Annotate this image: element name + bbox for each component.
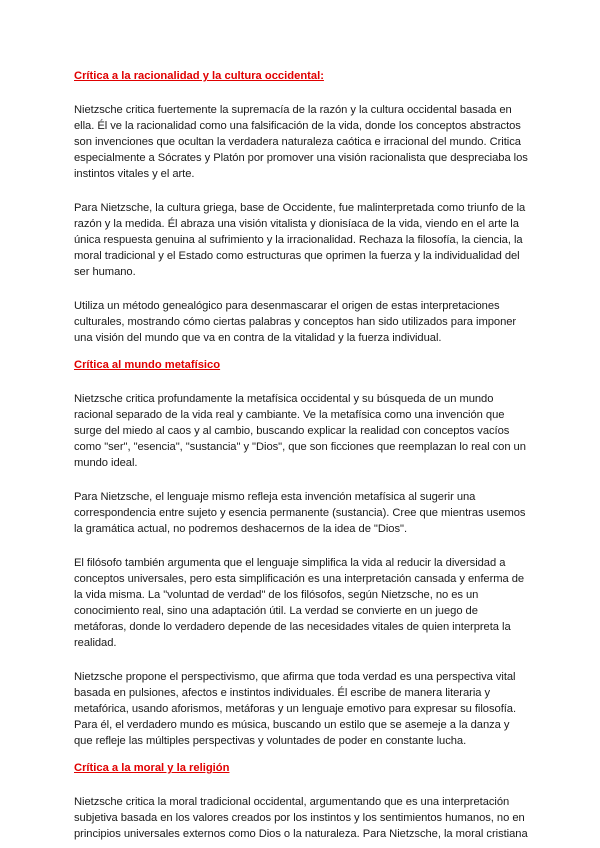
section-heading-metafisico: Crítica al mundo metafísico [74,359,221,371]
paragraph: Nietzsche critica fuertemente la supremacía de la razón y la cultura occidental basada en ella. Él ve la racionalidad como una falsificación de la vida, donde los conceptos abstractos son invenciones que ocultan la verdadera naturaleza caótica e irracional del mundo. Critica especialmente a Sócrates y Platón por promover una visión racionalista que despreciaba los instintos vitales y el arte. [74,104,528,180]
paragraph: Utiliza un método genealógico para desenmascarar el origen de estas interpretaciones culturales, mostrando cómo ciertas palabras y conceptos han sido utilizados para imponer una visión del mundo que va en contra de la vitalidad y la fuerza individual. [74,300,517,344]
paragraph: Para Nietzsche, la cultura griega, base de Occidente, fue malinterpretada como triunfo de la razón y la medida. Él abraza una visión vitalista y dionisíaca de la vida, viendo en el arte la única respuesta genuina al sufrimiento y la irracionalidad. Rechaza la filosofía, la ciencia, la moral tradicional y el Estado como estructuras que oprimen la fuerza y la individualidad del ser humano. [74,202,526,278]
section-heading-moral: Crítica a la moral y la religión [74,762,230,774]
paragraph: Nietzsche critica profundamente la metafísica occidental y su búsqueda de un mundo racional separado de la vida real y cambiante. Ve la metafísica como una invención que surge del miedo al caos y al cambio, buscando explicar la realidad con conceptos vacíos como "ser", "esencia", "sustancia" y "Dios", que son ficciones que reemplazan lo real con un mundo ideal. [74,393,526,469]
document-page [74,68,530,842]
section-heading-racionalidad: Crítica a la racionalidad y la cultura occidental: [74,70,324,82]
paragraph: Para Nietzsche, el lenguaje mismo refleja esta invención metafísica al sugerir una correspondencia entre sujeto y esencia permanente (sustancia). Cree que mientras usemos la gramática actual, no podremos deshacernos de la idea de "Dios". [74,491,526,535]
paragraph: El filósofo también argumenta que el lenguaje simplifica la vida al reducir la diversidad a conceptos universales, pero esta simplificación es una interpretación cansada y enferma de la vida misma. La "voluntad de verdad" de los filósofos, según Nietzsche, no es un conocimiento real, sino una adaptación útil. La verdad se convierte en un juego de metáforas, donde lo verdadero depende de las necesidades vitales de quien interpreta la realidad. [74,557,525,649]
paragraph: Nietzsche propone el perspectivismo, que afirma que toda verdad es una perspectiva vital basada en pulsiones, afectos e instintos individuales. Él escribe de manera literaria y metafórica, usando aforismos, metáforas y un lenguaje emotivo para expresar su filosofía. Para él, el verdadero mundo es música, buscando un estilo que se asemeje a la danza y que refleje las múltiples perspectivas y voluntades de poder en constante lucha. [74,671,517,747]
paragraph: Nietzsche critica la moral tradicional occidental, argumentando que es una interpretación subjetiva basada en los valores creados por los instintos y los sentimientos humanos, no en principios universales externos como Dios o la naturaleza. Para Nietzsche, la moral cristiana [74,796,528,840]
